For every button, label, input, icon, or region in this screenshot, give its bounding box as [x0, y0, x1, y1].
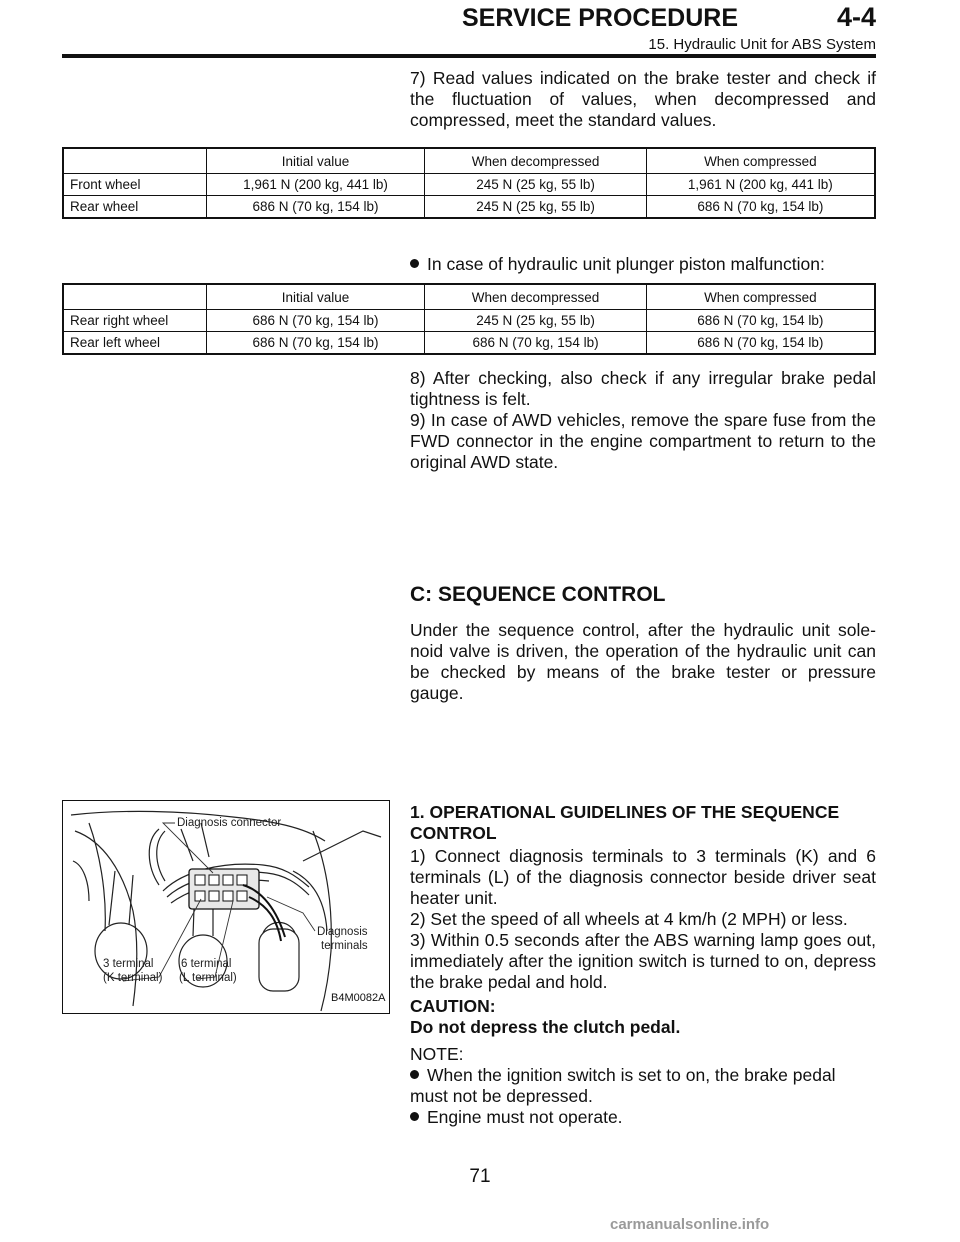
table-header-cell: When compressed	[646, 284, 875, 310]
figure-label-diagnosis-terminals-line1: Diagnosis	[317, 926, 368, 938]
table-row	[63, 310, 875, 332]
brake-value-table	[62, 147, 876, 219]
caution-label: CAUTION:	[410, 996, 496, 1016]
table-cell: 245 N (25 kg, 55 lb)	[425, 196, 646, 219]
diagnosis-connector-figure	[62, 800, 390, 1014]
note-item-2-text: Engine must not operate.	[427, 1107, 623, 1127]
figure-label-6-terminal-line1: 6 terminal	[181, 958, 232, 970]
section-c-intro: Under the sequence control, after the hydraulic unit sole-noid valve is driven, the operation of the hydraulic unit can be checked by means of the brake tester or pressure gauge.	[410, 620, 876, 703]
plunger-malfunction-table	[62, 283, 876, 355]
table-cell: 245 N (25 kg, 55 lb)	[425, 310, 646, 332]
table-row	[63, 174, 875, 196]
table-cell: Rear wheel	[63, 196, 206, 219]
table-row	[63, 196, 875, 219]
table-cell: 686 N (70 kg, 154 lb)	[206, 196, 425, 219]
bullet-dot-icon	[410, 1112, 419, 1121]
section-c-heading: C: SEQUENCE CONTROL	[410, 583, 666, 606]
bullet-text: In case of hydraulic unit plunger piston malfunction:	[427, 254, 825, 274]
header-subtitle: 15. Hydraulic Unit for ABS System	[648, 36, 876, 53]
step-8-text: 8) After checking, also check if any irregular brake pedal tightness is felt.	[410, 368, 876, 409]
table-header-row	[63, 148, 875, 174]
table-cell: 686 N (70 kg, 154 lb)	[206, 310, 425, 332]
table-header-cell: Initial value	[206, 148, 425, 174]
table-cell: 686 N (70 kg, 154 lb)	[206, 332, 425, 355]
guideline-step-1: 1) Connect diagnosis terminals to 3 terminals (K) and 6 terminals (L) of the diagnosis connector beside driver seat heater unit.	[410, 846, 876, 908]
header-rule	[62, 54, 876, 58]
note-item-1	[410, 1065, 876, 1107]
page-number: 71	[469, 1166, 491, 1187]
table-cell: 686 N (70 kg, 154 lb)	[425, 332, 646, 355]
figure-label-diagnosis-terminals-line2: terminals	[321, 940, 368, 952]
table-cell: 245 N (25 kg, 55 lb)	[425, 174, 646, 196]
table-cell: Rear left wheel	[63, 332, 206, 355]
diagnosis-connector-illustration	[63, 801, 389, 1013]
bullet-dot-icon	[410, 1070, 419, 1079]
header-section-code: 4-4	[836, 2, 876, 32]
guideline-step-2: 2) Set the speed of all wheels at 4 km/h (2 MPH) or less.	[410, 909, 848, 929]
table-header-cell	[63, 284, 206, 310]
note-item-1-text: When the ignition switch is set to on, the brake pedal must not be depressed.	[410, 1065, 836, 1106]
caution-text: Do not depress the clutch pedal.	[410, 1017, 681, 1037]
guideline-step-3: 3) Within 0.5 seconds after the ABS warning lamp goes out, immediately after the ignition switch is turned to on, depress the brake pedal and hold.	[410, 930, 876, 992]
figure-code: B4M0082A	[331, 992, 386, 1004]
table-cell: 1,961 N (200 kg, 441 lb)	[646, 174, 875, 196]
table-header-cell: Initial value	[206, 284, 425, 310]
table-row	[63, 332, 875, 355]
figure-label-3-terminal-line2: (K terminal)	[103, 972, 163, 984]
table-header-cell	[63, 148, 206, 174]
table-cell: Front wheel	[63, 174, 206, 196]
note-item-2	[410, 1107, 876, 1128]
step-9-text: 9) In case of AWD vehicles, remove the spare fuse from the FWD connector in the engine compartment to return to the original AWD state.	[410, 410, 876, 472]
table-cell: 1,961 N (200 kg, 441 lb)	[206, 174, 425, 196]
table-cell: 686 N (70 kg, 154 lb)	[646, 310, 875, 332]
plunger-malfunction-bullet	[410, 254, 876, 275]
watermark-text: carmanualsonline.info	[610, 1216, 770, 1233]
table-cell: 686 N (70 kg, 154 lb)	[646, 332, 875, 355]
note-label: NOTE:	[410, 1044, 464, 1064]
step-7-text: 7) Read values indicated on the brake tester and check if the fluctuation of values, when decompressed and compressed, meet the standard values.	[410, 68, 876, 130]
figure-label-6-terminal-line2: (L terminal)	[179, 972, 237, 984]
guidelines-heading: 1. OPERATIONAL GUIDELINES OF THE SEQUENCE CONTROL	[410, 802, 840, 843]
table-cell: 686 N (70 kg, 154 lb)	[646, 196, 875, 219]
figure-label-3-terminal-line1: 3 terminal	[103, 958, 154, 970]
bullet-dot-icon	[410, 259, 419, 268]
table-header-row	[63, 284, 875, 310]
header-title: SERVICE PROCEDURE	[462, 4, 738, 32]
table-header-cell: When compressed	[646, 148, 875, 174]
figure-label-diagnosis-connector: Diagnosis connector	[177, 817, 282, 829]
table-header-cell: When decompressed	[425, 148, 646, 174]
table-cell: Rear right wheel	[63, 310, 206, 332]
table-header-cell: When decompressed	[425, 284, 646, 310]
